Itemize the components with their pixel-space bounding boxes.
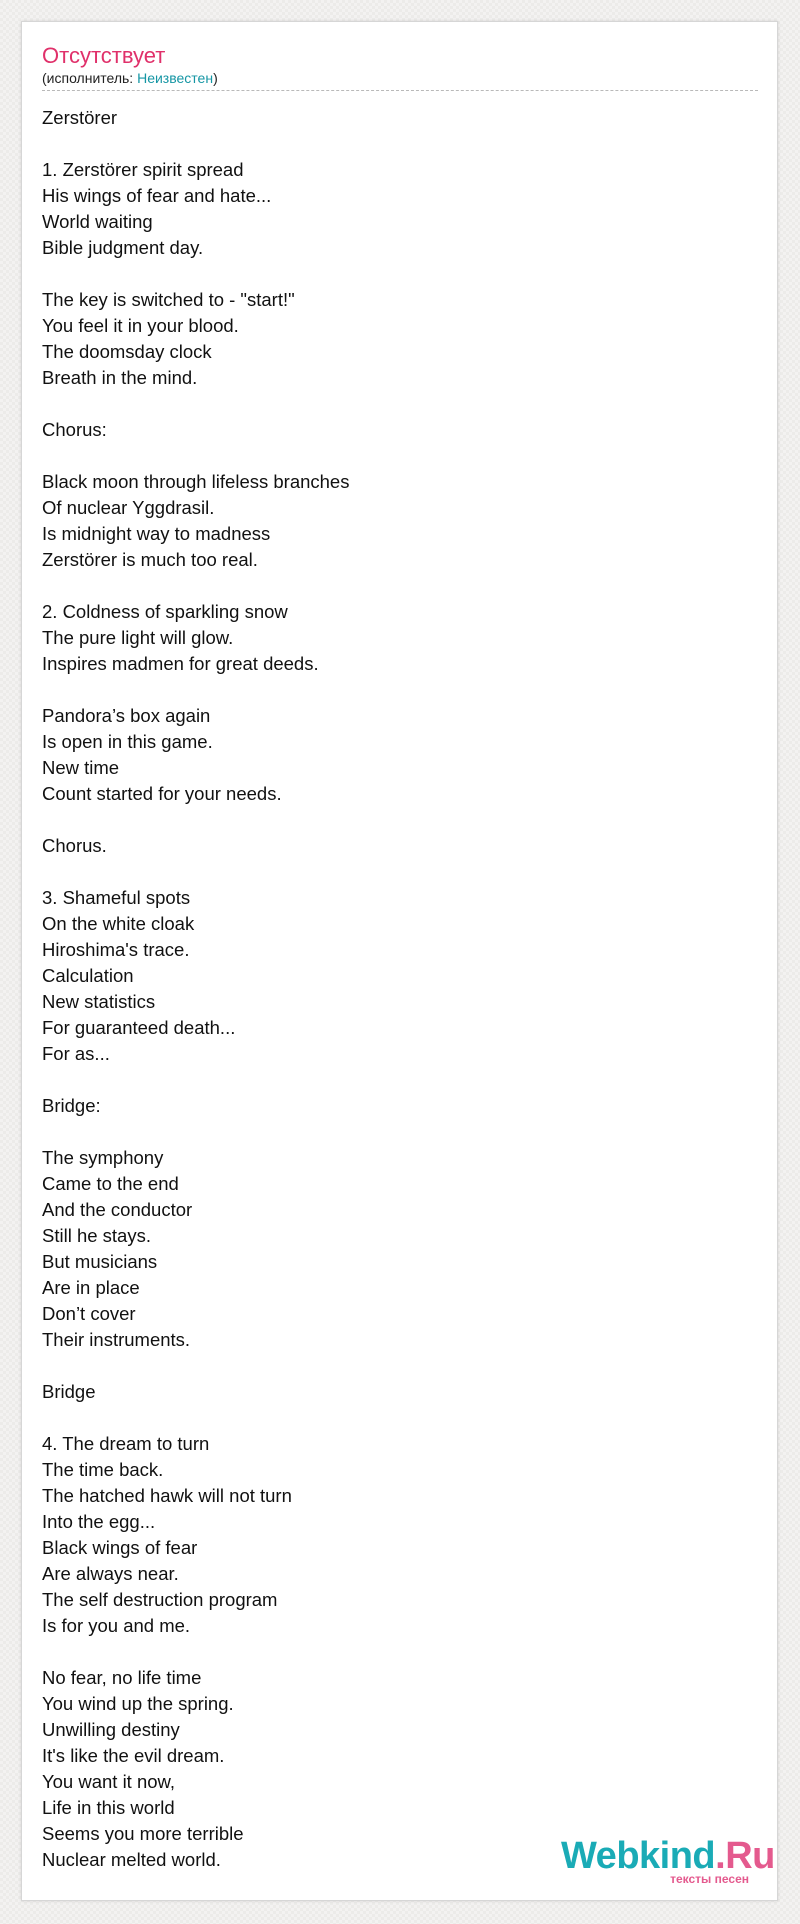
lyric-line: Is midnight way to madness	[42, 523, 271, 544]
lyric-line: The key is switched to - "start!"	[42, 289, 295, 310]
lyric-line: You wind up the spring.	[42, 1693, 234, 1714]
lyric-line: Into the egg...	[42, 1511, 156, 1532]
lyrics-text	[42, 105, 742, 1873]
lyric-line: For guaranteed death...	[42, 1017, 236, 1038]
artist-suffix: )	[213, 70, 218, 86]
lyric-line: Calculation	[42, 965, 134, 986]
lyric-line: World waiting	[42, 211, 153, 232]
lyric-line: 2. Coldness of sparkling snow	[42, 601, 288, 622]
song-title: Отсутствует	[42, 43, 166, 68]
song-header	[42, 42, 758, 91]
lyric-blank-line	[42, 261, 742, 287]
lyric-blank-line	[42, 573, 742, 599]
lyric-blank-line	[42, 1353, 742, 1379]
lyric-line: Black moon through lifeless branches	[42, 471, 350, 492]
lyric-line: Bible judgment day.	[42, 237, 204, 258]
lyric-line: And the conductor	[42, 1199, 193, 1220]
webkind-logo[interactable]	[561, 1835, 775, 1886]
lyric-line: Life in this world	[42, 1797, 175, 1818]
lyric-line: Inspires madmen for great deeds.	[42, 653, 319, 674]
lyric-line: Is open in this game.	[42, 731, 213, 752]
lyric-line: Chorus:	[42, 419, 107, 440]
lyric-line: Zerstörer is much too real.	[42, 549, 258, 570]
lyric-line: Count started for your needs.	[42, 783, 282, 804]
lyric-line: But musicians	[42, 1251, 158, 1272]
lyric-line: 4. The dream to turn	[42, 1433, 210, 1454]
lyric-line: Came to the end	[42, 1173, 179, 1194]
lyric-line: 3. Shameful spots	[42, 887, 191, 908]
lyric-blank-line	[42, 1119, 742, 1145]
lyric-line: Is for you and me.	[42, 1615, 191, 1636]
lyric-blank-line	[42, 1639, 742, 1665]
lyrics-card	[21, 21, 778, 1901]
lyric-line: It's like the evil dream.	[42, 1745, 225, 1766]
lyric-line: His wings of fear and hate...	[42, 185, 272, 206]
lyric-blank-line	[42, 131, 742, 157]
lyric-line: For as...	[42, 1043, 110, 1064]
lyric-line: Bridge:	[42, 1095, 101, 1116]
logo-main-text: Webkind	[561, 1835, 716, 1877]
logo-tld: .Ru	[715, 1835, 775, 1877]
lyric-line: Pandora’s box again	[42, 705, 211, 726]
lyric-line: The symphony	[42, 1147, 164, 1168]
artist-line	[42, 69, 758, 91]
lyric-line: Their instruments.	[42, 1329, 191, 1350]
lyric-blank-line	[42, 677, 742, 703]
lyric-line: The pure light will glow.	[42, 627, 234, 648]
lyric-blank-line	[42, 807, 742, 833]
lyric-line: On the white cloak	[42, 913, 195, 934]
lyric-line: Bridge	[42, 1381, 96, 1402]
lyric-line: Black wings of fear	[42, 1537, 198, 1558]
lyric-line: The time back.	[42, 1459, 164, 1480]
lyric-line: No fear, no life time	[42, 1667, 202, 1688]
lyric-line: New statistics	[42, 991, 156, 1012]
logo-wordmark	[561, 1836, 775, 1876]
lyric-line: Are in place	[42, 1277, 140, 1298]
artist-prefix: (исполнитель:	[42, 70, 138, 86]
lyric-line: The doomsday clock	[42, 341, 212, 362]
logo-tagline: тексты песен	[670, 1872, 749, 1886]
lyric-line: Breath in the mind.	[42, 367, 198, 388]
lyric-line: Chorus.	[42, 835, 107, 856]
lyric-line: New time	[42, 757, 120, 778]
lyric-line: Are always near.	[42, 1563, 179, 1584]
lyric-line: Of nuclear Yggdrasil.	[42, 497, 215, 518]
lyric-line: Hiroshima's trace.	[42, 939, 190, 960]
lyric-blank-line	[42, 859, 742, 885]
lyric-line: You feel it in your blood.	[42, 315, 239, 336]
lyric-line: 1. Zerstörer spirit spread	[42, 159, 244, 180]
lyric-line: Still he stays.	[42, 1225, 151, 1246]
lyric-line: You want it now,	[42, 1771, 176, 1792]
artist-link[interactable]: Неизвестен	[137, 70, 214, 86]
lyric-line: Nuclear melted world.	[42, 1849, 221, 1870]
lyric-blank-line	[42, 1405, 742, 1431]
lyric-line: Don’t cover	[42, 1303, 136, 1324]
lyric-blank-line	[42, 443, 742, 469]
lyric-line: Seems you more terrible	[42, 1823, 244, 1844]
lyric-line: Zerstörer	[42, 107, 118, 128]
lyric-line: The self destruction program	[42, 1589, 278, 1610]
lyric-blank-line	[42, 1067, 742, 1093]
lyric-line: Unwilling destiny	[42, 1719, 180, 1740]
lyric-blank-line	[42, 391, 742, 417]
lyric-line: The hatched hawk will not turn	[42, 1485, 292, 1506]
